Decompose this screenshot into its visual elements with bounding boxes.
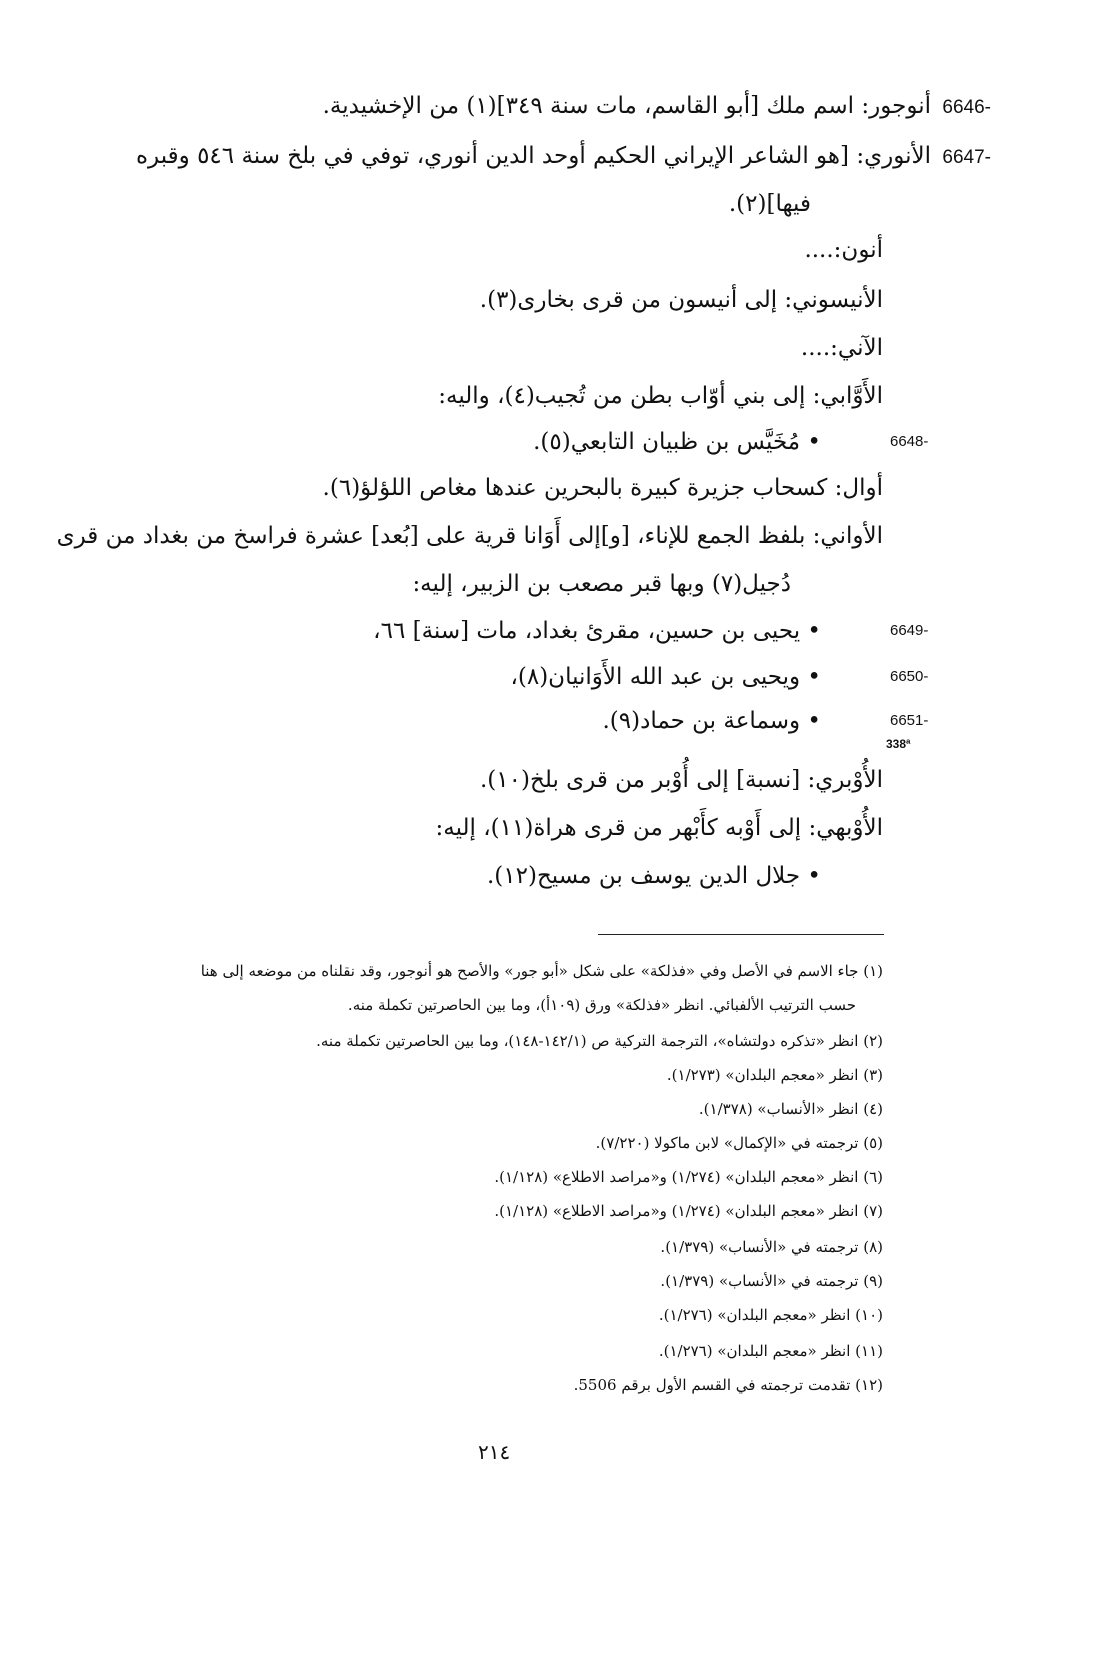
entry-6650-text: • ويحيى بن عبد الله الأَوَانيان(٨)،	[510, 664, 821, 690]
footnote-11: (١١) انظر «معجم البلدان» (١/٢٧٦).	[658, 1342, 883, 1360]
page-number: ٢١٤	[478, 1440, 511, 1464]
entry-6649-text: • يحيى بن حسين، مقرئ بغداد، مات [سنة] ٦٦،	[373, 618, 821, 644]
entry-6651-number: 6651-	[890, 712, 929, 729]
entry-awani-line2: دُجيل(٧) وبها قبر مصعب بن الزبير، إليه:	[412, 571, 791, 597]
entry-6647-text: الأنوري: [هو الشاعر الإيراني الحكيم أوحد الدين أنوري، توفي في بلخ سنة ٥٤٦ وقبره	[135, 143, 931, 169]
footnote-separator	[598, 934, 884, 935]
entry-awbahi: الأُوْبهي: إلى أَوْبه كأَبْهر من قرى هراة(١١)، إليه:	[435, 815, 883, 841]
entry-awal: أوال: كسحاب جزيرة كبيرة بالبحرين عندها مغاص اللؤلؤ(٦).	[322, 475, 883, 501]
footnote-12: (١٢) تقدمت ترجمته في القسم الأول برقم 5506.	[573, 1376, 883, 1394]
footnote-1-line1: (١) جاء الاسم في الأصل وفي «فذلكة» على شكل «أبو جور» والأصح هو أنوجور، وقد نقلناه من موضعه إلى هنا	[200, 962, 883, 980]
footnote-3: (٣) انظر «معجم البلدان» (١/٢٧٣).	[666, 1066, 883, 1084]
entry-6649-number: 6649-	[890, 622, 929, 639]
footnote-10: (١٠) انظر «معجم البلدان» (١/٢٧٦).	[658, 1306, 883, 1324]
footnote-8: (٨) ترجمته في «الأنساب» (١/٣٧٩).	[660, 1238, 883, 1256]
entry-6646-number: 6646-	[942, 97, 991, 118]
footnote-5: (٥) ترجمته في «الإكمال» لابن ماكولا (٧/٢٢٠).	[595, 1134, 883, 1152]
footnote-6: (٦) انظر «معجم البلدان» (١/٢٧٤) و«مراصد الاطلاع» (١/١٢٨).	[494, 1168, 883, 1186]
footnote-9: (٩) ترجمته في «الأنساب» (١/٣٧٩).	[660, 1272, 883, 1290]
entry-6651-text: • وسماعة بن حماد(٩).	[602, 708, 821, 734]
entry-6648-number: 6648-	[890, 433, 929, 450]
footnote-4: (٤) انظر «الأنساب» (١/٣٧٨).	[698, 1100, 883, 1118]
entry-jalal: • جلال الدين يوسف بن مسيح(١٢).	[486, 863, 821, 889]
manuscript-folio-marker: 338ª	[886, 737, 911, 751]
entry-ani: الآني:....	[800, 335, 883, 361]
entry-anisuni: الأنيسوني: إلى أنيسون من قرى بخارى(٣).	[479, 287, 883, 313]
entry-6646-text: أنوجور: اسم ملك [أبو القاسم، مات سنة ٣٤٩](١) من الإخشيدية.	[322, 93, 931, 119]
entry-6648-text: • مُخَيَّس بن ظبيان التابعي(٥).	[533, 429, 821, 455]
entry-6647-number: 6647-	[942, 147, 991, 168]
footnote-1-line2: حسب الترتيب الألفبائي. انظر «فذلكة» ورق (١٠٩أ)، وما بين الحاصرتين تكملة منه.	[347, 996, 856, 1014]
entry-6650-number: 6650-	[890, 668, 929, 685]
footnote-2: (٢) انظر «تذكره دولتشاه»، الترجمة التركية ص (١٤٢/١-١٤٨)، وما بين الحاصرتين تكملة منه.	[316, 1032, 883, 1050]
entry-anun: أنون:....	[804, 237, 883, 263]
entry-awwabi: الأَوَّابي: إلى بني أوّاب بطن من تُجيب(٤)، واليه:	[438, 383, 883, 409]
entry-awani-line1: الأواني: بلفظ الجمع للإناء، [و]إلى أَوَانا قرية على [بُعد] عشرة فراسخ من بغداد من قرى	[56, 523, 883, 549]
entry-6647-continuation: فيها](٢).	[728, 191, 811, 217]
entry-awbari: الأُوْبري: [نسبة] إلى أُوْبر من قرى بلخ(١٠).	[480, 767, 883, 793]
footnote-7: (٧) انظر «معجم البلدان» (١/٢٧٤) و«مراصد الاطلاع» (١/١٢٨).	[494, 1202, 883, 1220]
